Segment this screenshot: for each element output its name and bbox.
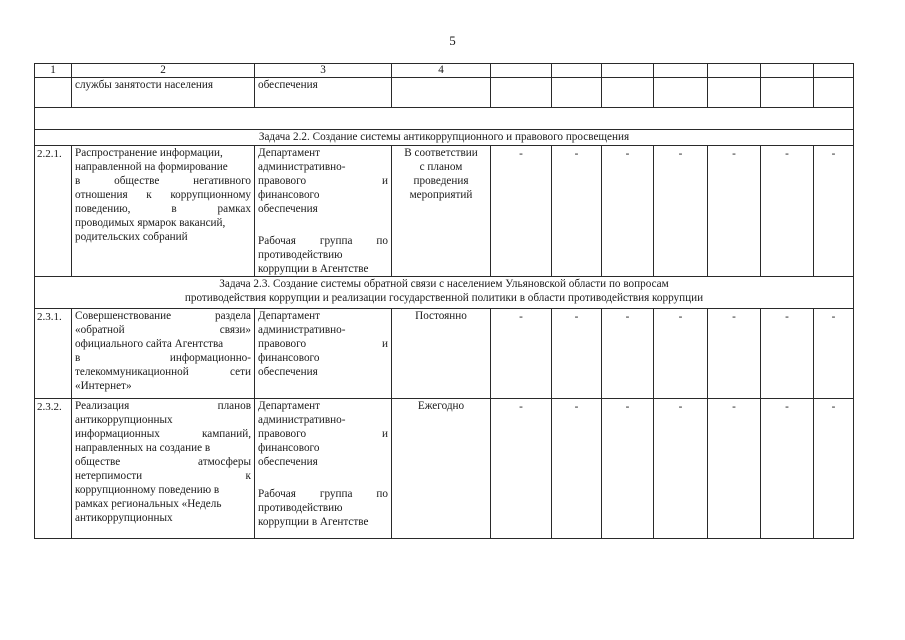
row-2-3-1 — [35, 309, 854, 399]
value-cell: - — [708, 146, 761, 277]
text-line: В соответствии — [404, 147, 478, 159]
text-line: финансового — [258, 442, 320, 454]
value-cell: - — [654, 399, 708, 539]
header-cell — [708, 64, 761, 78]
executor-cell — [255, 399, 392, 539]
value-cell: - — [761, 146, 814, 277]
text-line: «Интернет» — [75, 380, 132, 392]
header-cell: 4 — [392, 64, 491, 78]
text-line: направленных на создание в — [75, 442, 211, 454]
text-line: «обратной связи» — [75, 324, 251, 336]
gap — [258, 216, 388, 234]
empty-cell — [491, 78, 552, 108]
text-line: Совершенствование раздела — [75, 310, 251, 322]
term-cell — [392, 78, 491, 108]
measure-cell — [72, 309, 255, 399]
header-cell: 2 — [72, 64, 255, 78]
task-2-3-title-line: Задача 2.3. Создание системы обратной связи с населением Ульяновской области по вопросам — [219, 278, 669, 290]
text-line: обеспечения — [258, 203, 318, 215]
text-line: в информационно- — [75, 352, 251, 364]
executor-cell — [255, 309, 392, 399]
num-cell — [35, 78, 72, 108]
text-line: поведению, в рамках — [75, 203, 251, 215]
text-line: обеспечения — [258, 456, 318, 468]
spacer-row — [35, 108, 854, 130]
text-line: мероприятий — [409, 189, 473, 201]
text-line: административно- — [258, 161, 346, 173]
text-line — [75, 146, 251, 160]
task-2-3-title-line: противодействия коррупции и реализации государственной политики в области противодействия коррупции — [184, 292, 704, 304]
text-line: коррупционному поведению в — [75, 484, 220, 496]
value-cell: - — [654, 309, 708, 399]
task-2-2-title: Задача 2.2. Создание системы антикоррупционного и правового просвещения — [35, 130, 854, 146]
empty-cell — [761, 78, 814, 108]
item-number: 2.3.1. — [35, 309, 72, 399]
gap — [258, 469, 388, 487]
text-line: обществе атмосферы — [75, 456, 251, 468]
text-line: Распространение информации, — [75, 147, 223, 159]
text-line: административно- — [258, 324, 346, 336]
text-line: Департамент — [258, 310, 321, 322]
text-line: отношения к коррупционному — [75, 189, 251, 201]
text-line: Реализация планов — [75, 400, 251, 412]
text-line: проведения — [413, 175, 469, 187]
text-line: антикоррупционных — [75, 414, 173, 426]
activity-plan-table — [34, 63, 854, 539]
term-cell: Ежегодно — [392, 399, 491, 539]
text-line: в обществе негативного — [75, 175, 251, 187]
header-cell: 1 — [35, 64, 72, 78]
value-cell: - — [654, 146, 708, 277]
term-cell: Постоянно — [392, 309, 491, 399]
measure-cell: службы занятости населения — [72, 78, 255, 108]
text-line: проводимых ярмарок вакансий, — [75, 217, 226, 229]
text-line: противодействию — [258, 249, 343, 261]
row-2-3-2 — [35, 399, 854, 539]
text-line: нетерпимости к — [75, 470, 251, 482]
value-cell: - — [814, 309, 854, 399]
empty-cell — [814, 78, 854, 108]
value-cell: - — [602, 399, 654, 539]
empty-cell — [552, 78, 602, 108]
value-cell: - — [814, 146, 854, 277]
task-2-3-row — [35, 277, 854, 309]
item-number: 2.3.2. — [35, 399, 72, 539]
item-number: 2.2.1. — [35, 146, 72, 277]
page-number: 5 — [449, 33, 456, 48]
text-line: антикоррупционных — [75, 512, 173, 524]
text-line: административно- — [258, 414, 346, 426]
text-line: коррупции в Агентстве — [258, 263, 369, 275]
text-line: финансового — [258, 189, 320, 201]
value-cell: - — [491, 309, 552, 399]
measure-cell — [72, 146, 255, 277]
empty-cell — [708, 78, 761, 108]
value-cell: - — [552, 399, 602, 539]
value-cell: - — [761, 309, 814, 399]
text-line: официального сайта Агентства — [75, 338, 224, 350]
value-cell: - — [814, 399, 854, 539]
executor-cell — [255, 146, 392, 277]
task-2-3-title — [35, 277, 854, 309]
text-line: противодействию — [258, 502, 343, 514]
header-cell — [761, 64, 814, 78]
header-cell: 3 — [255, 64, 392, 78]
header-cell — [814, 64, 854, 78]
text-line: рамках региональных «Недель — [75, 498, 222, 510]
row-2-2-1 — [35, 146, 854, 277]
value-cell: - — [552, 309, 602, 399]
text-line: финансового — [258, 352, 320, 364]
term-cell — [392, 146, 491, 277]
text-line: правового и — [258, 428, 388, 440]
value-cell: - — [761, 399, 814, 539]
header-cell — [602, 64, 654, 78]
text-line: Рабочая группа по — [258, 488, 388, 500]
text-line: родительских собраний — [75, 231, 188, 243]
value-cell: - — [708, 399, 761, 539]
value-cell: - — [552, 146, 602, 277]
value-cell: - — [708, 309, 761, 399]
column-number-row — [35, 64, 854, 78]
text-line: с планом — [419, 161, 463, 173]
measure-cell — [72, 399, 255, 539]
text-line: Департамент — [258, 147, 321, 159]
text-line: правового и — [258, 175, 388, 187]
header-cell — [491, 64, 552, 78]
text-line: информационных кампаний, — [75, 428, 251, 440]
text-line: Департамент — [258, 400, 321, 412]
task-2-2-row — [35, 130, 854, 146]
text-line: коррупции в Агентстве — [258, 516, 369, 528]
text-line: Рабочая группа по — [258, 235, 388, 247]
continuation-row — [35, 78, 854, 108]
text-line: правового и — [258, 338, 388, 350]
header-cell — [654, 64, 708, 78]
value-cell: - — [602, 309, 654, 399]
empty-cell — [654, 78, 708, 108]
header-cell — [552, 64, 602, 78]
executor-cell: обеспечения — [255, 78, 392, 108]
empty-cell — [602, 78, 654, 108]
text-line: направленной на формирование — [75, 161, 228, 173]
value-cell: - — [491, 146, 552, 277]
value-cell: - — [602, 146, 654, 277]
value-cell: - — [491, 399, 552, 539]
text-line: обеспечения — [258, 366, 318, 378]
text-line: телекоммуникационной сети — [75, 366, 251, 378]
spacer-cell — [35, 108, 854, 130]
